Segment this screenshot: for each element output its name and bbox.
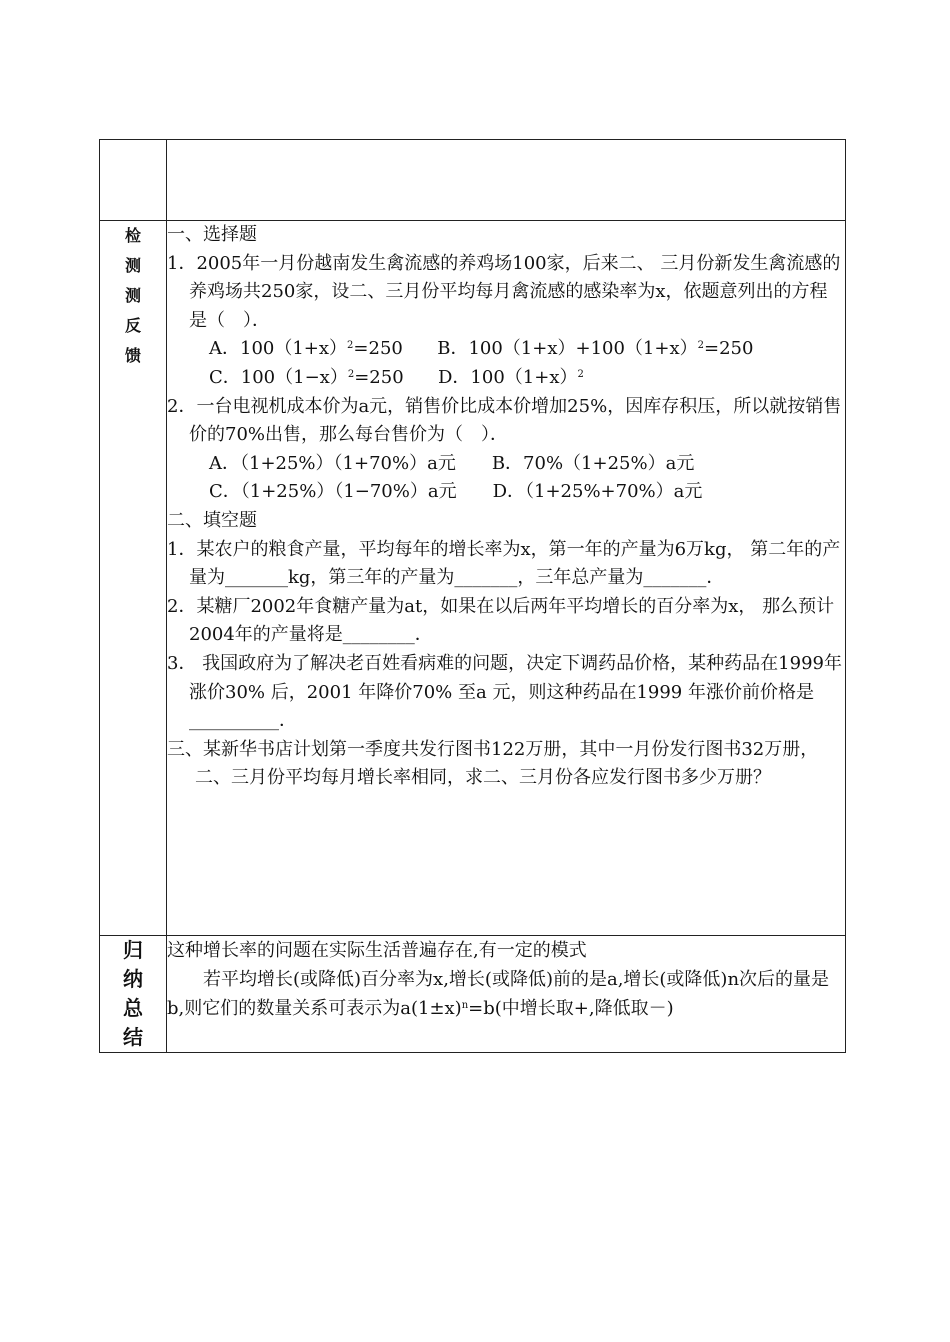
summary-row	[100, 936, 846, 1053]
summary-content	[167, 936, 846, 1053]
question-2-options-cd: C．（1+25%）（1−70%）a元 D．（1+25%+70%）a元	[209, 481, 703, 503]
top-row-content-cell	[167, 140, 846, 221]
summary-line-1: 这种增长率的问题在实际生活普遍存在,有一定的模式	[167, 940, 587, 961]
worksheet-table-wrapper	[99, 139, 845, 1054]
question-2: 2．一台电视机成本价为a元，销售价比成本价增加25%，因库存积压，所以就按销售价的70%出售，那么每台售价为（ ）．	[167, 395, 842, 446]
label-char: 归	[123, 938, 143, 962]
worksheet-table	[99, 139, 846, 1053]
option-b: B．100（1+x）+100（1+x）	[437, 338, 698, 360]
option-a-tail: =250	[353, 338, 403, 360]
top-row-label-cell	[100, 140, 167, 221]
option-b-tail: =250	[704, 338, 754, 360]
label-char: 检	[124, 226, 141, 245]
option-c: C．100（1−x）	[209, 366, 348, 388]
label-char: 馈	[124, 346, 141, 365]
summary-formula-paragraph	[167, 965, 845, 1023]
summary-formula-end: =b(中增长取+,降低取－)	[468, 998, 674, 1019]
fill-question-1: 1．某农户的粮食产量，平均每年的增长率为x，第一年的产量为6万kg， 第二年的产量为_______kg，第三年的产量为_______，三年总产量为_______．	[167, 538, 841, 589]
option-d: D．100（1+x）	[438, 366, 578, 388]
fill-question-2: 2．某糖厂2002年食糖产量为at，如果在以后两年平均增长的百分率为x， 那么预计2004年的产量将是________．	[167, 595, 835, 646]
option-a: A．100（1+x）	[209, 338, 348, 360]
question-1: 1．2005年一月份越南发生禽流感的养鸡场100家，后来二、 三月份新发生禽流感的养鸡场共250家，设二、三月份平均每月禽流感的感染率为x，依题意列出的方程是（ ）．	[167, 252, 841, 331]
option-d-exponent: 2	[577, 368, 584, 380]
test-feedback-content	[167, 221, 846, 936]
label-char: 结	[123, 1025, 143, 1049]
section-title-fill: 二、填空题	[167, 509, 257, 531]
option-c-tail: =250	[354, 366, 404, 388]
question-1-options-cd	[167, 364, 845, 393]
question-1-options-ab	[167, 335, 845, 364]
section-3-problem: 三、某新华书店计划第一季度共发行图书122万册，其中一月份发行图书32万册，二、三月份平均每月增长率相同，求二、三月份各应发行图书多少万册？	[167, 738, 819, 789]
summary-formula-exponent: n	[461, 1000, 469, 1011]
option-c-exponent: 2	[347, 368, 355, 380]
section-title-choice: 一、选择题	[167, 224, 257, 245]
top-row	[100, 140, 846, 221]
option-b-exponent: 2	[697, 340, 704, 352]
fill-question-3: 3． 我国政府为了解决老百姓看病难的问题，决定下调药品价格，某种药品在1999年涨价30% 后，2001 年降价70% 至a 元，则这种药品在1999 年涨价前价格是__________．	[167, 652, 842, 732]
question-2-options-ab: A．（1+25%）（1+70%）a元 B．70%（1+25%）a元	[209, 452, 695, 474]
test-feedback-label	[100, 221, 167, 936]
option-a-exponent: 2	[347, 340, 354, 352]
label-char: 测	[124, 256, 141, 275]
test-feedback-row	[100, 221, 846, 936]
summary-formula-start: 若平均增长(或降低)百分率为x,增长(或降低)前的是a,增长(或降低)n次后的量是b,则它们的数量关系可表示为a(1±x)	[167, 969, 830, 1019]
label-char: 反	[124, 316, 141, 335]
summary-label	[100, 936, 167, 1053]
label-char: 纳	[123, 967, 143, 991]
label-char: 总	[123, 996, 143, 1020]
label-char: 测	[124, 286, 141, 305]
